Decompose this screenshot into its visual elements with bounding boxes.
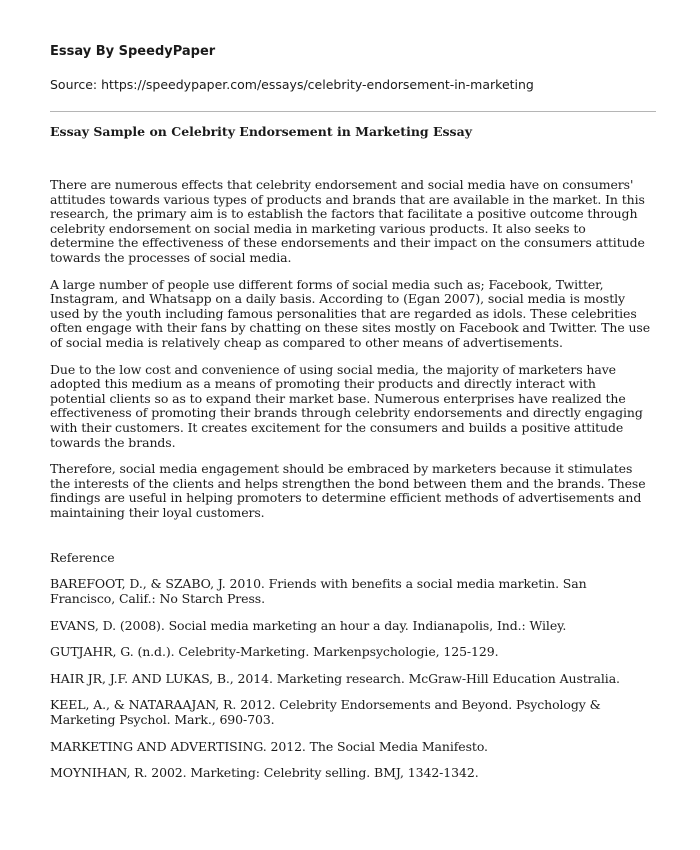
essay-paragraph: A large number of people use different forms of social media such as; Facebook, Twitter, Instagram, and Whatsapp on a daily basis. According to (Egan 2007), social media is mostly used by the youth including famous personalities that are regarded as idols. These celebrities often engage with their fans by chatting on these sites mostly on Facebook and Twitter. The use of social media is relatively cheap as compared to other means of advertisements. bbox=[50, 276, 651, 350]
reference-list bbox=[50, 577, 652, 780]
reference-item: KEEL, A., & NATARAAJAN, R. 2012. Celebrity Endorsements and Beyond. Psychology & Marketing Psychol. Mark., 690-703. bbox=[50, 697, 601, 728]
header-divider bbox=[50, 111, 656, 112]
reference-heading: Reference bbox=[50, 550, 115, 566]
reference-item: EVANS, D. (2008). Social media marketing an hour a day. Indianapolis, Ind.: Wiley. bbox=[50, 617, 567, 633]
essay-paragraph: There are numerous effects that celebrity endorsement and social media have on consumers' attitudes towards various types of products and brands that are available in the market. In this research, the primary aim is to establish the factors that facilitate a positive outcome through celebrity endorsement on social media in marketing various products. It also seeks to determine the effectiveness of these endorsements and their impact on the consumers attitude towards the processes of social media. bbox=[50, 177, 645, 265]
essay-paragraph: Due to the low cost and convenience of using social media, the majority of marketers have adopted this medium as a means of promoting their products and directly interact with potential clients so as to expand their market base. Numerous enterprises have realized the effectiveness of promoting their brands through celebrity endorsements and directly engaging with their customers. It creates excitement for the consumers and builds a positive attitude towards the brands. bbox=[50, 361, 643, 450]
essay-paragraph: Therefore, social media engagement should be embraced by marketers because it stimulates the interests of the clients and helps strengthen the bond between them and the brands. These findings are useful in helping promoters to determine efficient methods of advertisements and maintaining their loyal customers. bbox=[50, 461, 646, 520]
reference-item: GUTJAHR, G. (n.d.). Celebrity-Marketing. Markenpsychologie, 125-129. bbox=[50, 644, 499, 660]
essay-body bbox=[50, 178, 652, 520]
reference-item: MARKETING AND ADVERTISING. 2012. The Social Media Manifesto. bbox=[50, 738, 488, 754]
essay-title: Essay Sample on Celebrity Endorsement in Marketing Essay bbox=[50, 124, 472, 139]
reference-item: MOYNIHAN, R. 2002. Marketing: Celebrity selling. BMJ, 1342-1342. bbox=[50, 765, 479, 781]
source-line: Source: https://speedypaper.com/essays/celebrity-endorsement-in-marketing bbox=[50, 77, 534, 92]
reference-item: BAREFOOT, D., & SZABO, J. 2010. Friends with benefits a social media marketin. San Francisco, Calif.: No Starch Press. bbox=[50, 576, 587, 607]
reference-item: HAIR JR, J.F. AND LUKAS, B., 2014. Marketing research. McGraw-Hill Education Australia. bbox=[50, 670, 620, 686]
document-header-title: Essay By SpeedyPaper bbox=[50, 44, 216, 59]
